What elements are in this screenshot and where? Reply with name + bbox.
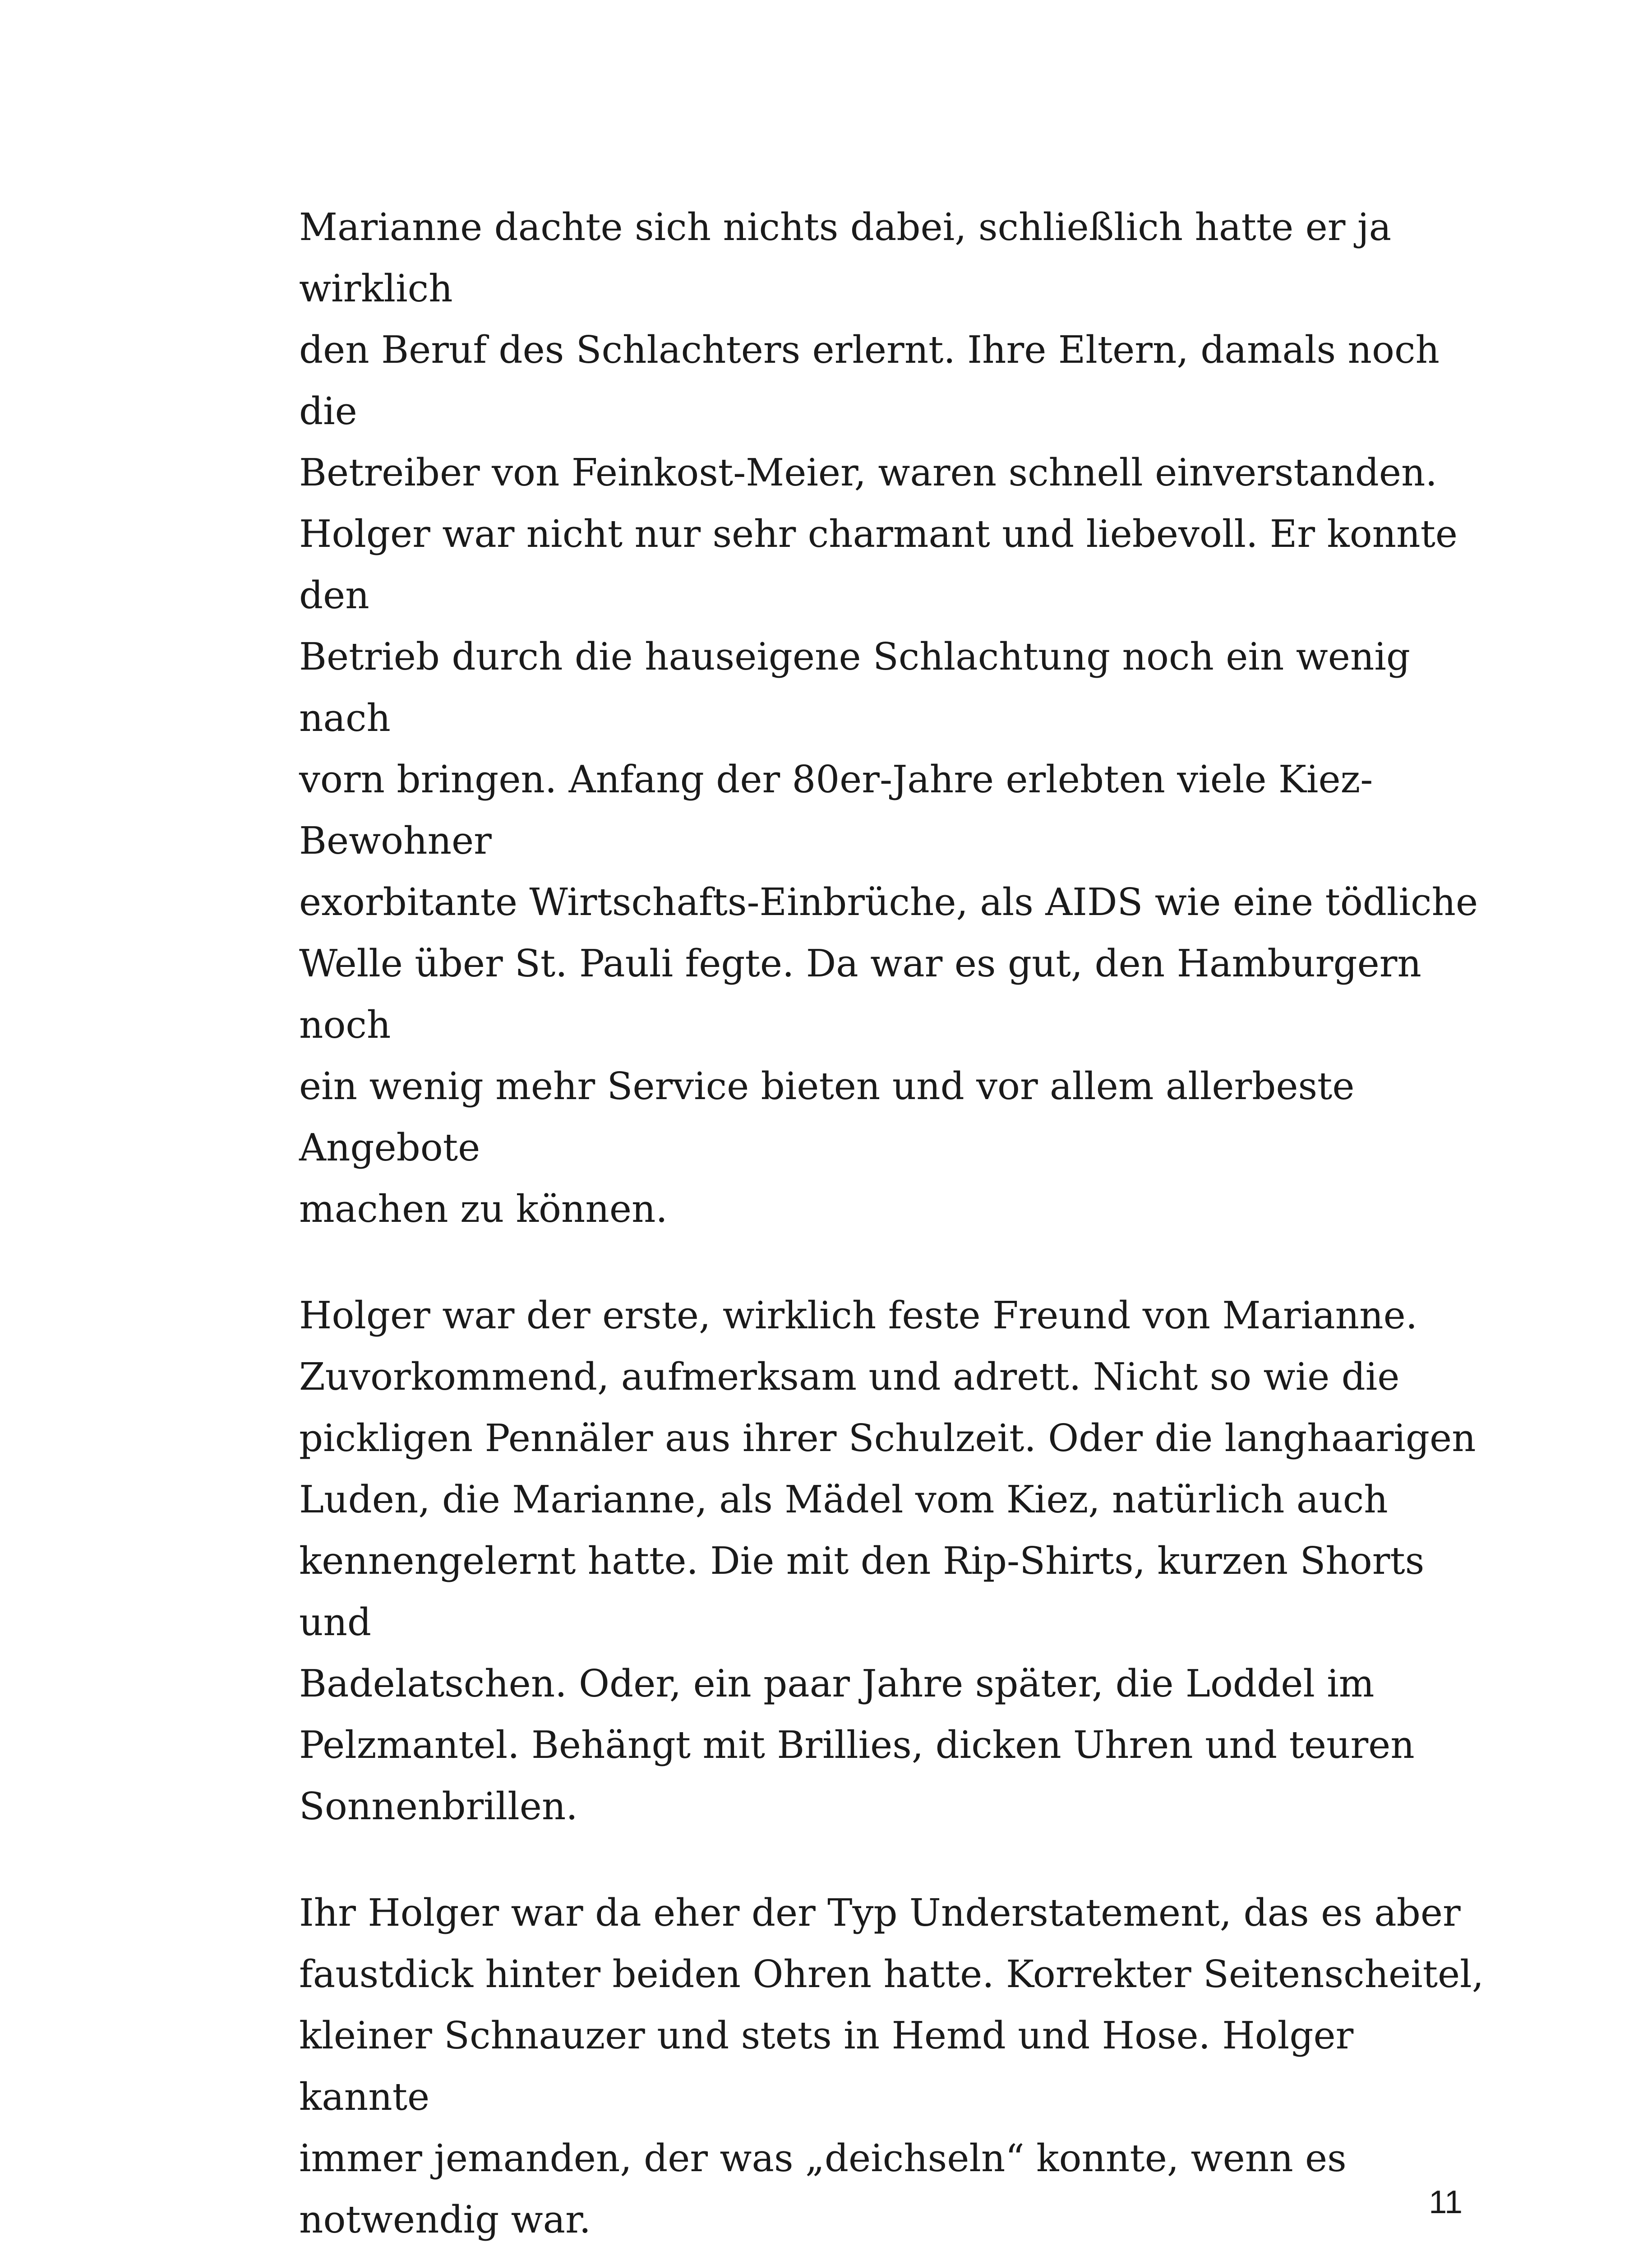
paragraph-3: Ihr Holger war da eher der Typ Understatement, das es aber faustdick hinter beiden Ohren hatte. Korrekter Seitenscheitel, kleiner Schnauzer und stets in Hemd und Hose. Holger kannte immer jemanden, der was „deichseln“ konnte, wenn es notwendig war. <box>299 1891 1484 2242</box>
paragraph-2: Holger war der erste, wirklich feste Freund von Marianne. Zuvorkommend, aufmerksam und adrett. Nicht so wie die pickligen Pennäler aus ihrer Schulzeit. Oder die langhaarigen Luden, die Marianne, als Mädel vom Kiez, natürlich auch kennengelernt hatte. Die mit den Rip-Shirts, kurzen Shorts und Badelatschen. Oder, ein paar Jahre später, die Loddel im Pelzmantel. Behängt mit Brillies, dicken Uhren und teuren Sonnenbrillen. <box>299 1294 1476 1828</box>
body-text <box>299 197 1490 2256</box>
page-number: 11 <box>1429 2184 1463 2220</box>
paragraph-1: Marianne dachte sich nichts dabei, schließlich hatte er ja wirklich den Beruf des Schlachters erlernt. Ihre Eltern, damals noch die Betreiber von Feinkost-Meier, waren schnell einverstanden. Holger war nicht nur sehr charmant und liebevoll. Er konnte den Betrieb durch die hauseigene Schlachtung noch ein wenig nach vorn bringen. Anfang der 80er-Jahre erlebten viele Kiez-Bewohner exorbitante Wirtschafts-Einbrüche, als AIDS wie eine tödliche Welle über St. Pauli fegte. Da war es gut, den Hamburgern noch ein wenig mehr Service bieten und vor allem allerbeste Angebote machen zu können. <box>299 205 1478 1231</box>
